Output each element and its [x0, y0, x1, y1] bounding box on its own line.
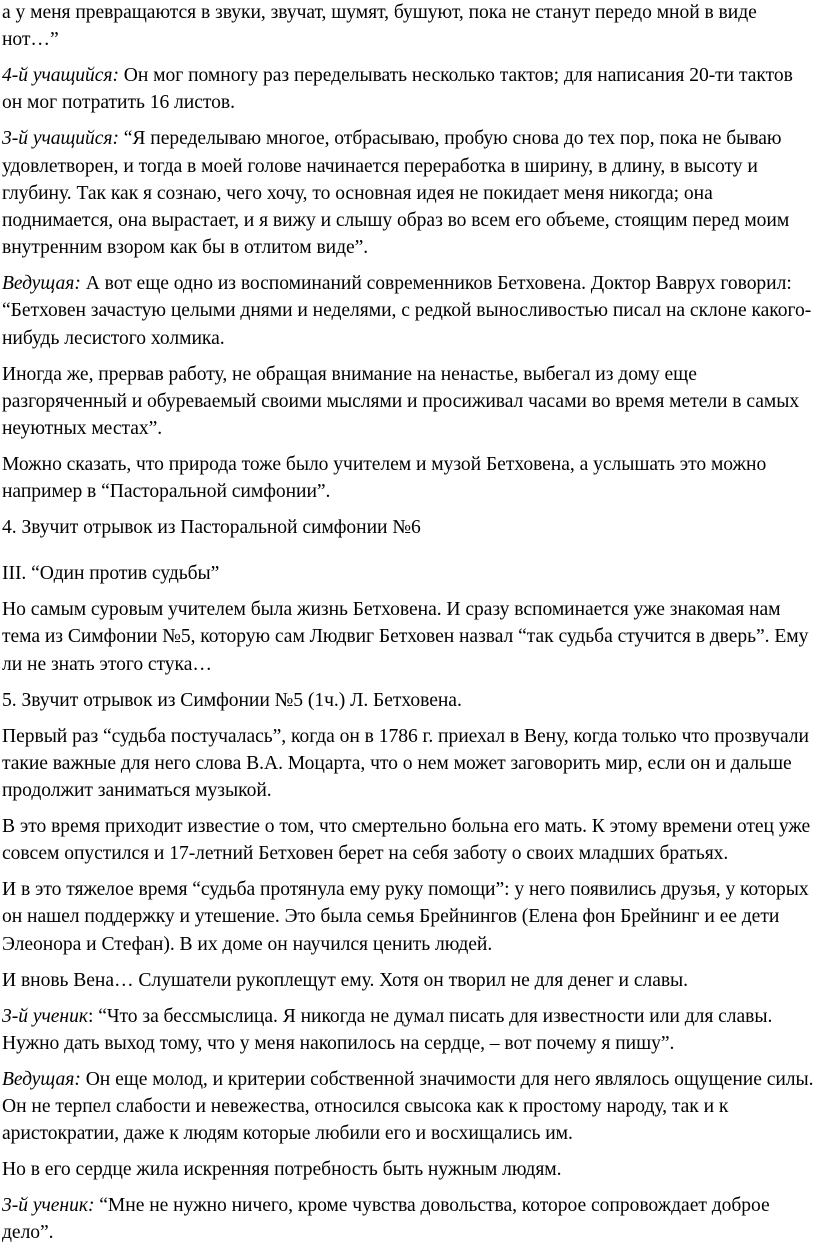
paragraph-text: а у меня превращаются в звуки, звучат, шумят, бушуют, пока не станут передо мной в виде нот…”	[2, 2, 757, 51]
paragraph-continuation	[2, 0, 814, 53]
paragraph-text: “Мне не нужно ничего, кроме чувства довольства, которое сопровождает доброе дело”.	[2, 1195, 770, 1244]
blank-line	[2, 550, 814, 560]
speaker-label: 3-й учащийся:	[2, 128, 119, 150]
paragraph-text: 4. Звучит отрывок из Пасторальной симфонии №6	[2, 517, 421, 539]
paragraph-text: : “Что за бессмыслица. Я никогда не думал писать для известности или для славы. Нужно дать выход тому, что у меня накопилось на сердце, – вот почему я пишу”.	[2, 1005, 773, 1054]
speaker-label: Ведущая:	[2, 273, 81, 295]
paragraph-text-block	[2, 876, 814, 958]
paragraph-student-3	[2, 1192, 814, 1246]
speaker-label: 3-й ученик:	[2, 1195, 95, 1217]
paragraph-text: Иногда же, прервав работу, не обращая внимание на ненастье, выбегал из дому еще разгоряченный и обуреваемый своими мыслями и просиживал часами во время метели в самых неуютных местах”.	[2, 363, 800, 440]
paragraph-text: Он мог помногу раз переделывать несколько тактов; для написания 20-ти тактов он мог потратить 16 листов.	[2, 65, 793, 114]
paragraph-text-block	[2, 596, 814, 678]
speaker-label: 3-й ученик	[2, 1005, 88, 1027]
paragraph-text: И в это тяжелое время “судьба протянула ему руку помощи”: у него появились друзья, у которых он нашел поддержку и утешение. Это была семья Брейнингов (Елена фон Брейнинг и ее дети Элеонора и Стефан). В их доме он научился ценить людей.	[2, 879, 809, 955]
paragraph-text-block	[2, 1156, 814, 1183]
paragraph-text-block	[2, 361, 814, 443]
paragraph-text: И вновь Вена… Слушатели рукоплещут ему. Хотя он творил не для денег и славы.	[2, 969, 689, 991]
section-heading	[2, 560, 814, 587]
paragraph-text: В это время приходит известие о том, что смертельно больна его мать. К этому времени отец уже совсем опустился и 17-летний Бетховен берет на себя заботу о своих младших братьях.	[2, 816, 811, 865]
paragraph-text-block	[2, 451, 814, 505]
paragraph-text: Но в его сердце жила искренняя потребность быть нужным людям.	[2, 1159, 562, 1181]
paragraph-host	[2, 270, 814, 352]
paragraph-text: Он еще молод, и критерии собственной значимости для него являлось ощущение силы. Он не терпел слабости и невежества, относился свысока как к простому народу, так и к аристократии, даже к людям которые любили его и восхищались им.	[2, 1068, 814, 1145]
paragraph-text: Но самым суровым учителем была жизнь Бетховена. И сразу вспоминается уже знакомая нам тема из Симфонии №5, которую сам Людвиг Бетховен назвал “так судьба стучится в дверь”. Ему ли не знать этого стука…	[2, 599, 809, 675]
paragraph-text: Первый раз “судьба постучалась”, когда он в 1786 г. приехал в Вену, когда только что прозвучали такие важные для него слова В.А. Моцарта, что о нем может заговорить мир, если он и дальше продолжит заниматься музыкой.	[2, 725, 809, 802]
paragraph-text: Можно сказать, что природа тоже было учителем и музой Бетховена, а услышать это можно например в “Пасторальной симфонии”.	[2, 454, 767, 503]
paragraph-text-block	[2, 967, 814, 994]
paragraph-text-block	[2, 723, 814, 805]
paragraph-music-cue	[2, 687, 814, 714]
paragraph-text: 5. Звучит отрывок из Симфонии №5 (1ч.) Л. Бетховена.	[2, 689, 462, 711]
paragraph-text: III. “Один против судьбы”	[2, 563, 220, 585]
paragraph-text: А вот еще одно из воспоминаний современников Бетховена. Доктор Ваврух говорил: “Бетховен зачастую целыми днями и неделями, с редкой выносливостью писал на склоне какого-нибудь лесистого холмика.	[2, 273, 812, 349]
paragraph-text-block	[2, 813, 814, 867]
paragraph-text: “Я переделываю многое, отбрасываю, пробую снова до тех пор, пока не бываю удовлетворен, и тогда в моей голове начинается переработка в ширину, в длину, в высоту и глубину. Так как я сознаю, чего хочу, то основная идея не покидает меня никогда; она поднимается, она вырастает, и я вижу и слышу образ во всем его объеме, стоящим перед моим внутренним взором как бы в отлитом виде”.	[2, 128, 790, 259]
paragraph-student-3	[2, 125, 814, 261]
paragraph-host	[2, 1066, 814, 1148]
paragraph-student-4	[2, 62, 814, 116]
speaker-label: 4-й учащийся:	[2, 65, 119, 87]
speaker-label: Ведущая:	[2, 1068, 81, 1090]
paragraph-music-cue	[2, 514, 814, 541]
paragraph-student-3	[2, 1003, 814, 1057]
